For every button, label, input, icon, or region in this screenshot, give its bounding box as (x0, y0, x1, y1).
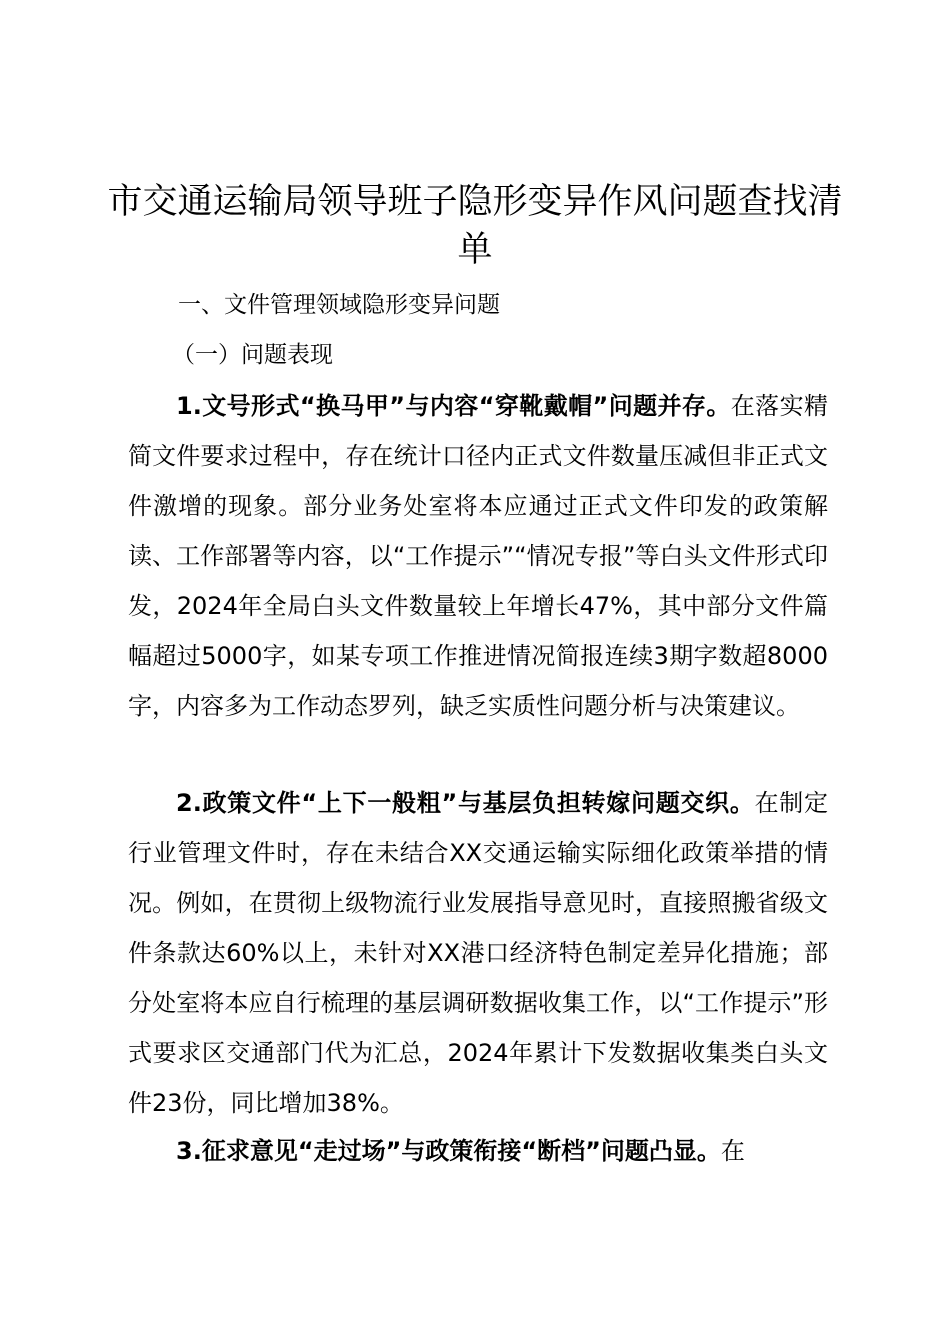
section-heading: 一、文件管理领域隐形变异问题 (178, 292, 500, 318)
paragraph-2-body: 在制定行业管理文件时，存在未结合XX交通运输实际细化政策举措的情况。例如，在贯彻上级物流行业发展指导意见时，直接照搬省级文件条款达60%以上，未针对XX港口经济特色制定差异化措施；部分处室将本应自行梳理的基层调研数据收集工作，以“工作提示”形式要求区交通部门代为汇总，2024年累计下发数据收集类白头文件23份，同比增加38%。 (128, 789, 828, 1117)
paragraph-3 (128, 1126, 828, 1176)
paragraph-3-body: 在 (720, 1137, 745, 1165)
paragraph-3-lead: 3.征求意见“走过场”与政策衔接“断档”问题凸显。 (176, 1137, 721, 1165)
paragraph-2 (128, 778, 828, 1128)
paragraph-2-lead: 2.政策文件“上下一般粗”与基层负担转嫁问题交织。 (176, 789, 755, 817)
subsection-heading: （一）问题表现 (172, 342, 333, 368)
paragraph-1-body: 在落实精简文件要求过程中，存在统计口径内正式文件数量压减但非正式文件激增的现象。部分业务处室将本应通过正式文件印发的政策解读、工作部署等内容，以“工作提示”“情况专报”等白头文件形式印发，2024年全局白头文件数量较上年增长47%，其中部分文件篇幅超过5000字，如某专项工作推进情况简报连续3期字数超8000字，内容多为工作动态罗列，缺乏实质性问题分析与决策建议。 (128, 392, 828, 720)
document-title: 市交通运输局领导班子隐形变异作风问题查找清单 (107, 182, 843, 270)
paragraph-1-lead: 1.文号形式“换马甲”与内容“穿靴戴帽”问题并存。 (176, 392, 731, 420)
paragraph-1 (128, 381, 828, 731)
